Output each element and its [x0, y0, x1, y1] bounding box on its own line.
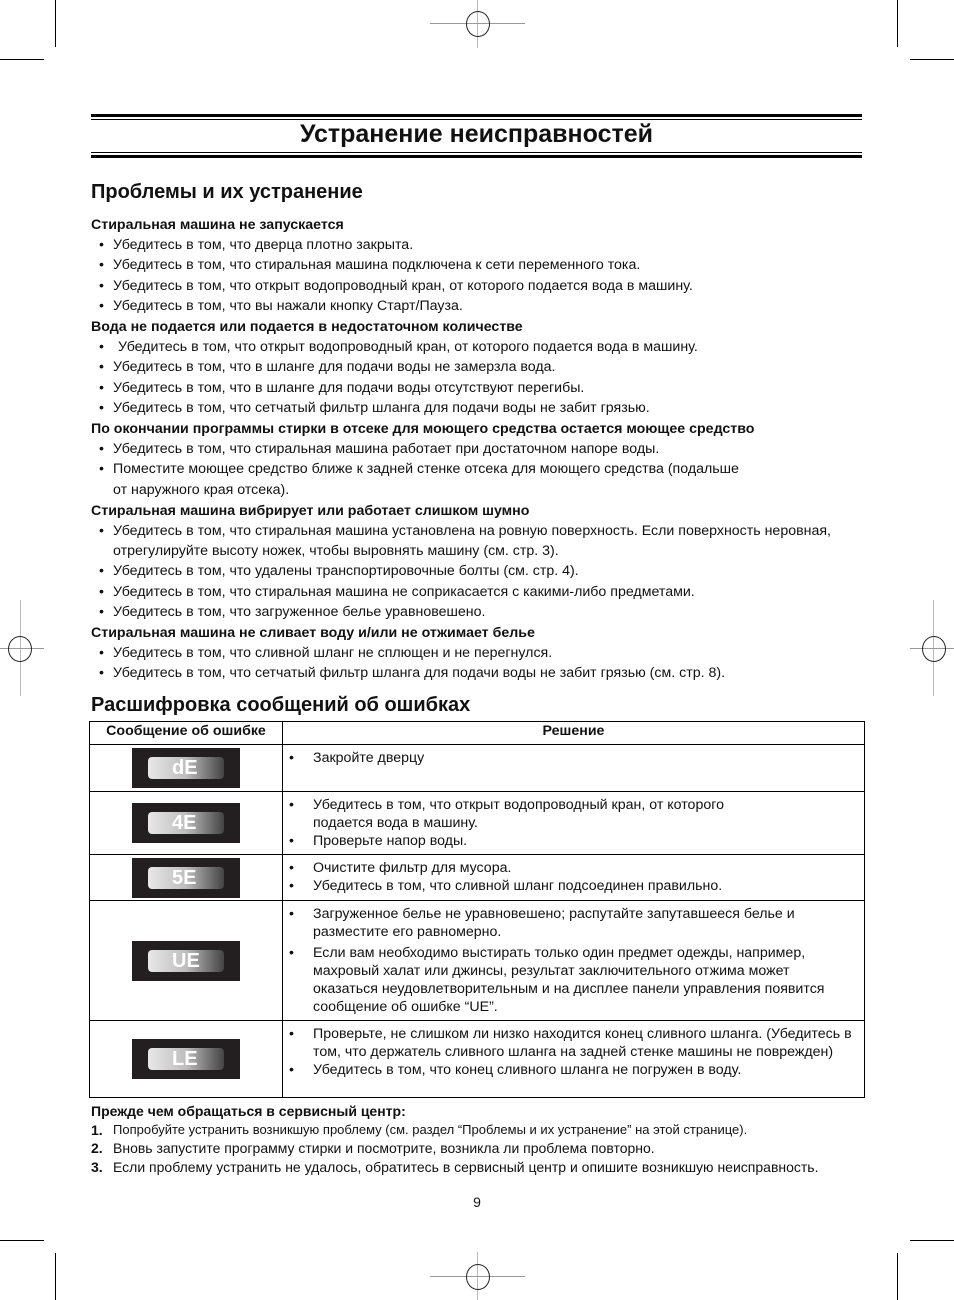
- error-code: dE: [148, 757, 224, 779]
- table-row: [90, 855, 865, 901]
- error-display-icon: [132, 803, 240, 843]
- error-display-icon: [132, 748, 240, 788]
- crop-mark: [910, 1240, 954, 1241]
- registration-mark-icon: [430, 0, 525, 48]
- crop-mark: [897, 1253, 898, 1300]
- problem-group: [91, 317, 881, 418]
- title-rule-bottom: [91, 155, 862, 158]
- problem-group: [91, 215, 881, 316]
- crop-mark: [0, 59, 44, 60]
- step-text: Если проблему устранить не удалось, обратитесь в сервисный центр и опишите возникшую неисправность.: [113, 1158, 819, 1175]
- list-item: • Убедитесь в том, что загруженное белье уравновешено.: [91, 602, 881, 622]
- page-title: Устранение неисправностей: [299, 120, 653, 148]
- registration-mark-icon: [0, 600, 44, 696]
- step-number: 2.: [91, 1140, 103, 1156]
- registration-mark-icon: [910, 600, 954, 696]
- service-step: [91, 1121, 871, 1140]
- problem-group: [91, 623, 881, 684]
- list-item: • Поместите моющее средство ближе к задней стенке отсека для моющего средства (подальше от наружного края отсека).: [91, 459, 753, 499]
- list-item: • Убедитесь в том, что удалены транспортировочные болты (см. стр. 4).: [91, 561, 881, 581]
- crop-mark: [0, 1240, 44, 1241]
- list-item: • Убедитесь в том, что открыт водопроводный кран, от которого подается вода в машину.: [91, 337, 881, 357]
- error-display-icon: [132, 858, 240, 898]
- list-item: • Убедитесь в том, что сетчатый фильтр шланга для подачи воды не забит грязью.: [91, 398, 881, 418]
- problem-title: Стиральная машина не запускается: [91, 217, 344, 233]
- crop-mark: [55, 1253, 56, 1300]
- title-rule-bottom-thin: [91, 152, 862, 153]
- service-step: [91, 1139, 871, 1158]
- problem-title: Стиральная машина вибрирует или работает слишком шумно: [91, 502, 530, 519]
- errors-heading: Расшифровка сообщений об ошибках: [91, 694, 471, 716]
- problem-group: [91, 419, 881, 500]
- problem-title: Стиральная машина не сливает воду и/или не отжимает белье: [91, 625, 535, 642]
- solution-item: • Загруженное белье не уравновешено; распутайте запутавшееся белье и разместите его равномерно.: [283, 905, 856, 941]
- error-codes-table: [89, 721, 865, 1098]
- list-item: • Убедитесь в том, что в шланге для подачи воды не замерзла вода.: [91, 357, 881, 377]
- error-display-icon: [132, 941, 240, 981]
- step-number: 1.: [91, 1121, 103, 1138]
- problem-group: [91, 501, 881, 622]
- error-code: LE: [148, 1048, 224, 1070]
- problems-section: [91, 214, 881, 684]
- list-item: • Убедитесь в том, что дверца плотно закрыта.: [91, 235, 881, 255]
- list-item: • Убедитесь в том, что в шланге для подачи воды отсутствуют перегибы.: [91, 378, 881, 398]
- solution-item: • Проверьте напор воды.: [283, 832, 856, 850]
- registration-mark-icon: [430, 1252, 525, 1300]
- error-display-icon: [132, 1039, 240, 1079]
- error-code: 5E: [148, 867, 224, 889]
- step-number: 3.: [91, 1158, 103, 1175]
- solution-item: • Очистите фильтр для мусора.: [283, 859, 856, 877]
- solution-item: • Убедитесь в том, что сливной шланг подсоединен правильно.: [283, 877, 856, 895]
- solution-item: • Убедитесь в том, что открыт водопроводный кран, от которого подается вода в машину.: [283, 796, 783, 832]
- list-item: • Убедитесь в том, что открыт водопроводный кран, от которого подается вода в машину.: [91, 276, 881, 296]
- table-row: [90, 745, 865, 792]
- crop-mark: [897, 0, 898, 47]
- page-number: 9: [473, 1194, 481, 1210]
- problem-title: Вода не подается или подается в недостаточном количестве: [91, 319, 523, 336]
- solution-item: • Убедитесь в том, что конец сливного шланга не погружен в воду.: [283, 1061, 856, 1079]
- problem-title: По окончании программы стирки в отсеке для моющего средства остается моющее средство: [91, 421, 755, 438]
- step-text: Вновь запустите программу стирки и посмотрите, возникла ли проблема повторно.: [113, 1140, 655, 1156]
- list-item: • Убедитесь в том, что стиральная машина подключена к сети переменного тока.: [91, 255, 881, 275]
- list-item: • Убедитесь в том, что стиральная машина установлена на ровную поверхность. Если поверхность неровная, отрегулируйте высоту ножек, чтобы выровнять машину (см. стр. 3).: [91, 521, 858, 561]
- solution-item: • Закройте дверцу: [283, 749, 856, 767]
- list-item: • Убедитесь в том, что сетчатый фильтр шланга для подачи воды не забит грязью (см. стр. 8).: [91, 663, 881, 683]
- service-step: [91, 1158, 871, 1177]
- error-code: 4E: [148, 812, 224, 834]
- solution-item: • Если вам необходимо выстирать только один предмет одежды, например, махровый халат или джинсы, результат заключительного отжима может оказаться неудовлетворительным и на дисплее панели управления появится сообщение об ошибке “UE”.: [283, 944, 856, 1016]
- crop-mark: [910, 59, 954, 60]
- solution-item: • Проверьте, не слишком ли низко находится конец сливного шланга. (Убедитесь в том, что держатель сливного шланга на задней стенке машины не поврежден): [283, 1025, 856, 1061]
- list-item: • Убедитесь в том, что стиральная машина работает при достаточном напоре воды.: [91, 439, 881, 459]
- col-solution: Решение: [283, 722, 865, 745]
- table-header: [90, 722, 865, 745]
- list-item: • Убедитесь в том, что вы нажали кнопку Старт/Пауза.: [91, 296, 881, 316]
- list-item: • Убедитесь в том, что стиральная машина не соприкасается с какими-либо предметами.: [91, 582, 881, 602]
- table-row: [90, 1021, 865, 1098]
- col-error-code: Сообщение об ошибке: [90, 722, 283, 745]
- table-row: [90, 792, 865, 855]
- crop-mark: [55, 0, 56, 47]
- table-row: [90, 901, 865, 1021]
- title-rule-top: [91, 114, 862, 117]
- list-item: • Убедитесь в том, что сливной шланг не сплющен и не перегнулся.: [91, 643, 881, 663]
- problems-heading: Проблемы и их устранение: [91, 181, 363, 203]
- error-code: UE: [148, 950, 224, 972]
- step-text: Попробуйте устранить возникшую проблему (см. раздел “Проблемы и их устранение” на этой странице).: [113, 1121, 748, 1137]
- service-section: [91, 1102, 871, 1176]
- service-heading: Прежде чем обращаться в сервисный центр:: [91, 1103, 406, 1119]
